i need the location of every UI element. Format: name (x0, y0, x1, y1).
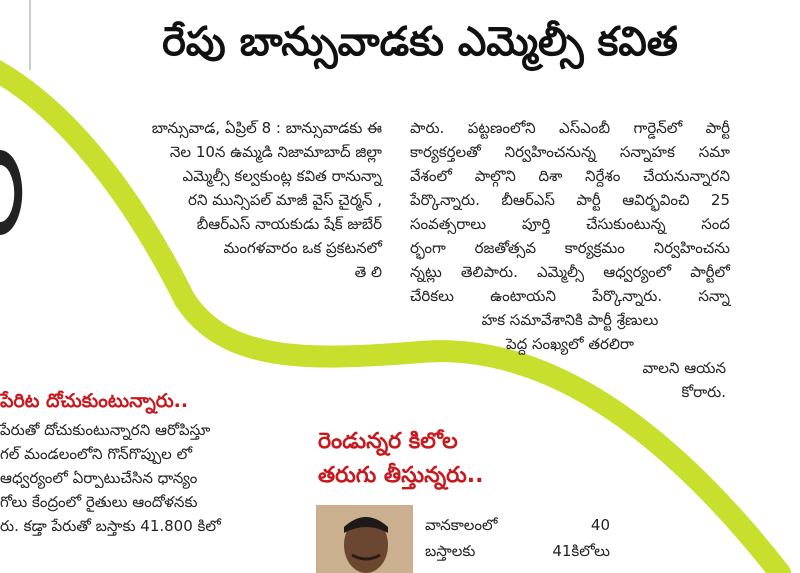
text-line: గోలు కేంద్రంలో రైతులు ఆందోళనకు (0, 493, 198, 511)
text-line: రు. కడ్తా పేరుతో బస్తాకు 41.800 కిలో (0, 517, 221, 535)
article-left-column (82, 116, 382, 284)
text-line: వాలని ఆయన (642, 359, 726, 377)
text-line: బాన్సువాడ, ఏప్రిల్ 8 : బాన్సువాడకు ఈ (151, 119, 382, 137)
headline-line: తరుగు తీస్తున్నరు.. (318, 463, 484, 488)
text-line: వేశంలో పాల్గొని దిశా నిర్దేశం చేయనున్నారని (410, 167, 730, 185)
text-line: సంవత్సరాలు పూర్తి చేసుకుంటున్న సంద (410, 215, 730, 233)
article-right-column (410, 116, 730, 404)
text-line: పేర్కొన్నారు. బీఆర్ఎస్ పార్టీ ఆవిర్భవించి 25 (410, 191, 730, 209)
text-line: గల్ మండలంలోని గొన్‌గొప్పుల లో (0, 445, 193, 463)
portrait-illustration (316, 505, 413, 573)
text-line: పారు. పట్టణంలోని ఎస్ఎంబీ గార్డెన్‌లో పార్టీ (410, 119, 730, 137)
box-article-headline (318, 425, 483, 493)
text-line: ఎమ్మెల్సీ కల్వకుంట్ల కవిత రానున్నా (182, 167, 382, 185)
text-line: హక సమావేశానికి పార్టీ శ్రేణులు (481, 311, 659, 329)
second-article-headline: పేరిట దోచుకుంటున్నారు.. (0, 390, 189, 412)
text-line: రని మున్సిపల్ మాజీ వైస్ చైర్మన్ , (188, 191, 382, 209)
second-article-body (0, 418, 262, 538)
box-article-body (425, 512, 610, 564)
text-line: నెల 10న ఉమ్మడి నిజామాబాద్ జిల్లా (169, 143, 382, 161)
text-line: బస్తాలకు 41కిలోలు (425, 542, 610, 560)
text-line: కార్యకర్తలతో నిర్వహించనున్న సన్నాహక సమా (410, 143, 730, 161)
text-line: పెద్ద సంఖ్యలో తరలిరా (505, 335, 634, 353)
farmer-photo (316, 505, 413, 573)
headline-line: రెండున్నర కిలోల (318, 429, 458, 454)
text-line: వానకాలంలో 40 (425, 516, 610, 534)
text-line: చేరికలు ఉంటాయని పేర్కొన్నారు. సన్నా (410, 287, 730, 305)
text-line: బీఆర్ఎస్ నాయకుడు షేక్ జుబేర్ (196, 215, 382, 233)
text-line: కోరారు. (681, 383, 726, 401)
text-line: ఆధ్వర్యంలో ఏర్పాటుచేసిన ధాన్యం (0, 469, 198, 487)
text-line: తె లి (354, 263, 382, 281)
text-line: మంగళవారం ఒక ప్రకటనలో (223, 239, 382, 257)
article-headline: రేపు బాన్సువాడకు ఎమ్మెల్సీ కవిత (162, 19, 678, 65)
text-line: న్నట్లు తెలిపారు. ఎమ్మెల్సీ ఆధ్వర్యంలో పార్టీలో (410, 263, 730, 281)
text-line: పేరుతో దోచుకుంటున్నారని ఆరోపిస్తూ (0, 421, 211, 439)
text-line: ర్భంగా రజతోత్సవ కార్యక్రమం నిర్వహించను (410, 239, 730, 257)
